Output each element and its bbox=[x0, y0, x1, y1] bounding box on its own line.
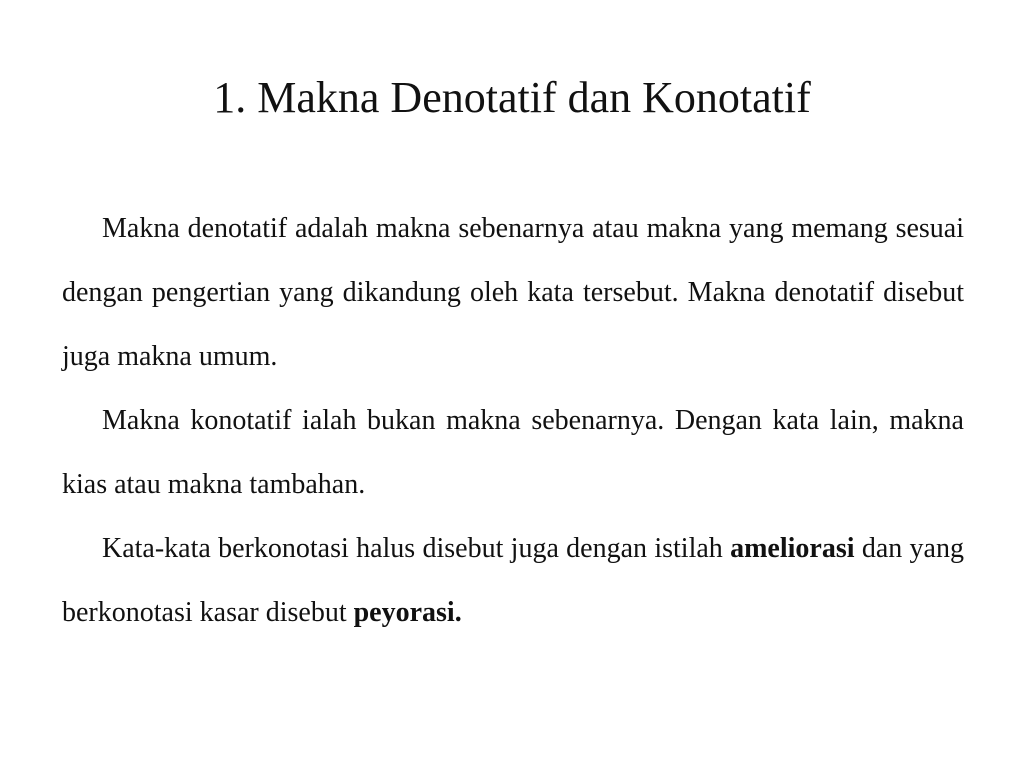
paragraph-text-part2: dan yang berkonotasi kasar disebut bbox=[62, 533, 964, 628]
paragraph-denotatif: Makna denotatif adalah makna sebenarnya atau makna yang memang sesuai dengan pengertian yang dikandung oleh kata tersebut. Makna denotatif disebut juga makna umum. bbox=[62, 213, 964, 372]
slide-body bbox=[62, 197, 964, 645]
term-ameliorasi: ameliorasi bbox=[730, 533, 855, 564]
paragraph-ameliorasi-peyorasi bbox=[62, 517, 964, 645]
paragraph-text-part1: Kata-kata berkonotasi halus disebut juga dengan istilah bbox=[102, 533, 731, 564]
slide-title: 1. Makna Denotatif dan Konotatif bbox=[213, 73, 811, 122]
paragraph-konotatif: Makna konotatif ialah bukan makna sebenarnya. Dengan kata lain, makna kias atau makna tambahan. bbox=[62, 405, 964, 500]
term-peyorasi: peyorasi. bbox=[353, 597, 462, 628]
